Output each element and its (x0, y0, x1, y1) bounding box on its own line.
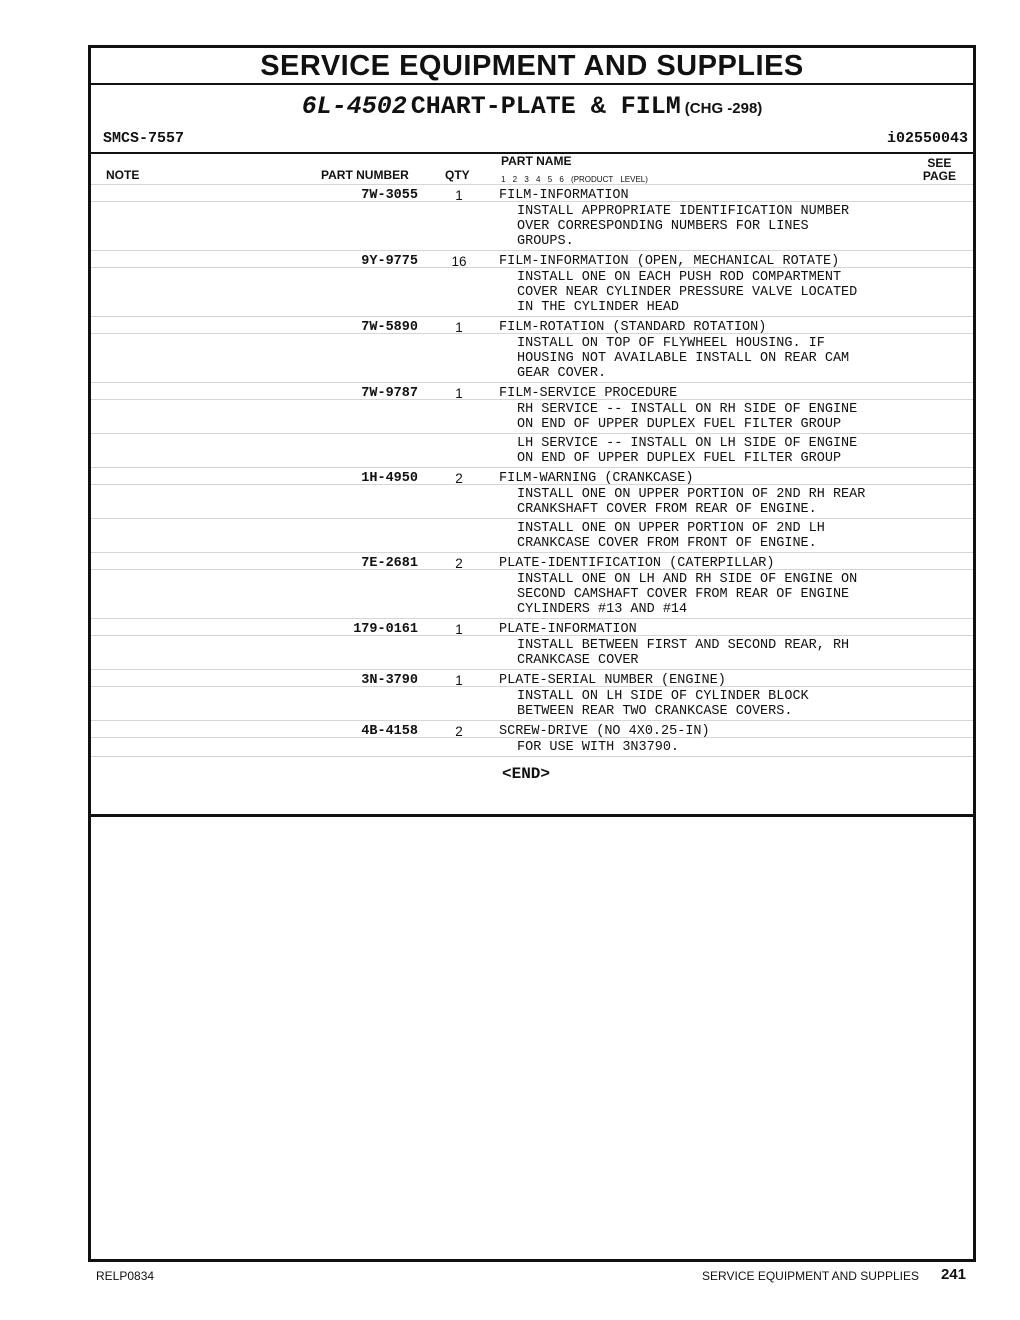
part-row (91, 316, 973, 334)
part-qty: 2 (455, 556, 463, 571)
part-row (91, 669, 973, 687)
note-row (91, 399, 973, 434)
header-part-number: PART NUMBER (321, 168, 409, 182)
note-row (91, 737, 973, 757)
header-see: SEE (927, 156, 952, 170)
part-number: 7W-9787 (361, 386, 418, 401)
part-note: INSTALL ONE ON UPPER PORTION OF 2ND LH CRANKCASE COVER FROM FRONT OF ENGINE. (517, 521, 825, 551)
part-note: INSTALL ON LH SIDE OF CYLINDER BLOCK BETWEEN REAR TWO CRANKCASE COVERS. (517, 689, 809, 719)
part-note: RH SERVICE -- INSTALL ON RH SIDE OF ENGINE ON END OF UPPER DUPLEX FUEL FILTER GROUP (517, 402, 858, 432)
part-qty: 1 (455, 188, 463, 203)
group-part-number: 6L-4502 (301, 92, 407, 121)
smcs-code: SMCS-7557 (103, 130, 185, 147)
part-qty: 2 (455, 471, 463, 486)
part-name: SCREW-DRIVE (NO 4X0.25-IN) (499, 724, 710, 739)
part-name: PLATE-IDENTIFICATION (CATERPILLAR) (499, 556, 775, 571)
part-name: FILM-INFORMATION (499, 188, 629, 203)
footer-code: RELP0834 (96, 1269, 155, 1283)
part-number: 9Y-9775 (361, 254, 418, 269)
part-note: INSTALL ONE ON LH AND RH SIDE OF ENGINE ON SECOND CAMSHAFT COVER FROM REAR OF ENGINE CYLINDERS #13 AND #14 (517, 572, 858, 617)
note-row (91, 569, 973, 619)
part-name: FILM-SERVICE PROCEDURE (499, 386, 678, 401)
part-number: 7W-3055 (361, 188, 418, 203)
part-row (91, 552, 973, 570)
part-name: FILM-WARNING (CRANKCASE) (499, 471, 694, 486)
list-bottom-rule (91, 756, 973, 757)
part-row (91, 250, 973, 268)
list-end-divider (91, 814, 973, 817)
note-row (91, 433, 973, 468)
part-number: 7W-5890 (361, 320, 418, 335)
note-row (91, 201, 973, 251)
header-see-page (923, 157, 956, 183)
header-note: NOTE (106, 168, 140, 182)
part-name: PLATE-INFORMATION (499, 622, 637, 637)
part-qty: 1 (455, 673, 463, 688)
page-title: SERVICE EQUIPMENT AND SUPPLIES (91, 48, 973, 85)
part-number: 179-0161 (353, 622, 418, 637)
header-product-levels: 1 2 3 4 5 6 (PRODUCT LEVEL) (501, 175, 648, 184)
document-id: i02550043 (886, 130, 968, 147)
part-note: INSTALL ONE ON UPPER PORTION OF 2ND RH REAR CRANKSHAFT COVER FROM REAR OF ENGINE. (517, 487, 866, 517)
part-note: FOR USE WITH 3N3790. (517, 740, 680, 755)
part-qty: 2 (455, 724, 463, 739)
change-level: (CHG -298) (684, 100, 763, 117)
note-row (91, 333, 973, 383)
part-note: INSTALL ONE ON EACH PUSH ROD COMPARTMENT COVER NEAR CYLINDER PRESSURE VALVE LOCATED IN THE CYLINDER HEAD (517, 270, 858, 315)
note-row (91, 635, 973, 670)
part-number: 1H-4950 (361, 471, 418, 486)
part-row (91, 467, 973, 485)
part-number: 3N-3790 (361, 673, 418, 688)
note-row (91, 267, 973, 317)
part-note: INSTALL APPROPRIATE IDENTIFICATION NUMBER OVER CORRESPONDING NUMBERS FOR LINES GROUPS. (517, 204, 850, 249)
header-part-name: PART NAME (501, 154, 572, 168)
page-frame (88, 45, 976, 1262)
part-note: LH SERVICE -- INSTALL ON LH SIDE OF ENGINE ON END OF UPPER DUPLEX FUEL FILTER GROUP (517, 436, 858, 466)
part-name: FILM-INFORMATION (OPEN, MECHANICAL ROTATE) (499, 254, 840, 269)
end-marker: <END> (502, 765, 551, 783)
footer-section: SERVICE EQUIPMENT AND SUPPLIES (702, 1269, 919, 1283)
header-qty: QTY (445, 168, 470, 182)
group-heading (91, 92, 973, 121)
part-note: INSTALL BETWEEN FIRST AND SECOND REAR, RH CRANKCASE COVER (517, 638, 850, 668)
header-page: PAGE (922, 169, 956, 183)
part-name: PLATE-SERIAL NUMBER (ENGINE) (499, 673, 726, 688)
note-row (91, 518, 973, 553)
part-qty: 1 (455, 622, 463, 637)
note-row (91, 484, 973, 519)
part-note: INSTALL ON TOP OF FLYWHEEL HOUSING. IF HOUSING NOT AVAILABLE INSTALL ON REAR CAM GEAR COVER. (517, 336, 850, 381)
part-number: 4B-4158 (361, 724, 418, 739)
part-row (91, 382, 973, 400)
part-qty: 1 (455, 386, 463, 401)
part-name: FILM-ROTATION (STANDARD ROTATION) (499, 320, 767, 335)
page-number: 241 (940, 1266, 966, 1283)
part-row (91, 184, 973, 202)
note-row (91, 686, 973, 721)
group-name: CHART-PLATE & FILM (410, 92, 681, 121)
part-row (91, 618, 973, 636)
part-row (91, 720, 973, 738)
part-number: 7E-2681 (361, 556, 418, 571)
part-qty: 16 (451, 254, 467, 269)
part-qty: 1 (455, 320, 463, 335)
